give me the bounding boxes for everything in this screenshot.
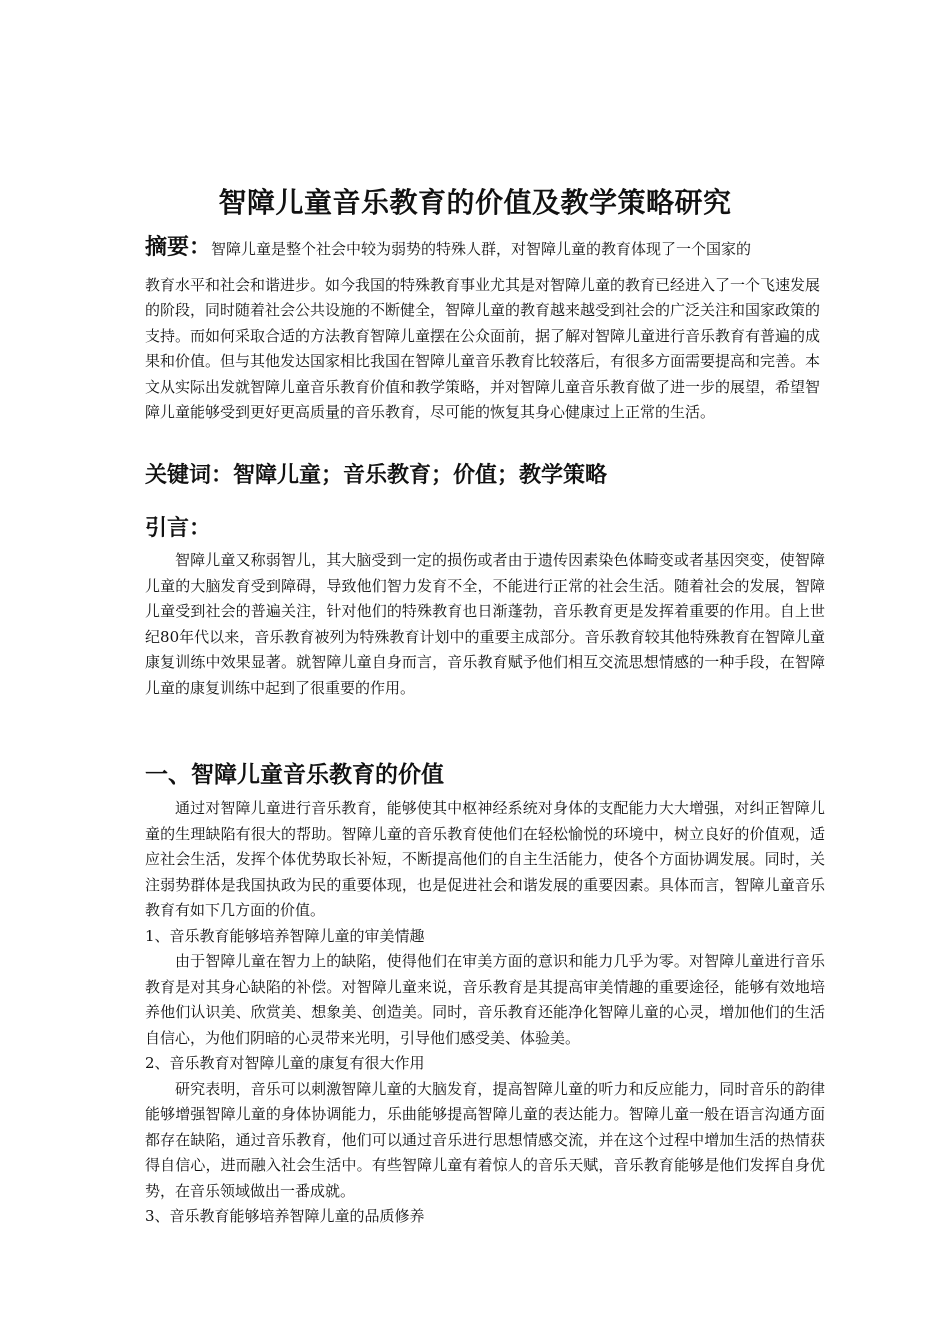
abstract-label: 摘要：: [145, 235, 212, 260]
intro-heading: 引言：: [145, 516, 212, 541]
subsection-2-heading: 2、音乐教育对智障儿童的康复有很大作用: [145, 1054, 425, 1072]
abstract: [145, 234, 820, 426]
section-1-heading: 一、智障儿童音乐教育的价值: [145, 762, 444, 788]
keywords: 关键词：智障儿童；音乐教育；价值；教学策略: [145, 463, 608, 488]
document-title: 智障儿童音乐教育的价值及教学策略研究: [218, 186, 732, 219]
abstract-text: 教育水平和社会和谐进步。如今我国的特殊教育事业尤其是对智障儿童的教育已经进入了一个飞速发展的阶段，同时随着社会公共设施的不断健全，智障儿童的教育越来越受到社会的广泛关注和国家政策的支持。而如何采取合适的方法教育智障儿童摆在公众面前，据了解对智障儿童进行音乐教育有普遍的成果和价值。但与其他发达国家相比我国在智障儿童音乐教育比较落后，有很多方面需要提高和完善。本文从实际出发就智障儿童音乐教育价值和教学策略，并对智障儿童音乐教育做了进一步的展望，希望智障儿童能够受到更好更高质量的音乐教育，尽可能的恢复其身心健康过上正常的生活。: [145, 275, 821, 421]
subsection-3-heading: 3、音乐教育能够培养智障儿童的品质修养: [145, 1207, 425, 1225]
section-1-intro: 通过对智障儿童进行音乐教育，能够使其中枢神经系统对身体的支配能力大大增强，对纠正智障儿童的生理缺陷有很大的帮助。智障儿童的音乐教育使他们在轻松愉悦的环境中，树立良好的价值观，适应社会生活，发挥个体优势取长补短，不断提高他们的自主生活能力，使各个方面协调发展。同时，关注弱势群体是我国执政为民的重要体现，也是促进社会和谐发展的重要因素。具体而言，智障儿童音乐教育有如下几方面的价值。: [145, 799, 825, 919]
intro-paragraph: 智障儿童又称弱智儿，其大脑受到一定的损伤或者由于遗传因素染色体畸变或者基因突变，使智障儿童的大脑发育受到障碍，导致他们智力发育不全，不能进行正常的社会生活。随着社会的发展，智障儿童受到社会的普遍关注，针对他们的特殊教育也日渐蓬勃，音乐教育更是发挥着重要的作用。自上世纪80年代以来，音乐教育被列为特殊教育计划中的重要主成部分。音乐教育较其他特殊教育在智障儿童康复训练中效果显著。就智障儿童自身而言，音乐教育赋予他们相互交流思想情感的一种手段，在智障儿童的康复训练中起到了很重要的作用。: [145, 551, 825, 697]
subsection-2-paragraph: 研究表明，音乐可以刺激智障儿童的大脑发育，提高智障儿童的听力和反应能力，同时音乐的韵律能够增强智障儿童的身体协调能力，乐曲能够提高智障儿童的表达能力。智障儿童一般在语言沟通方面都存在缺陷，通过音乐教育，他们可以通过音乐进行思想情感交流，并在这个过程中增加生活的热情获得自信心，进而融入社会生活中。有些智障儿童有着惊人的音乐天赋，音乐教育能够是他们发挥自身优势，在音乐领域做出一番成就。: [145, 1079, 825, 1200]
intro-body: [145, 548, 825, 701]
section-1-body: [145, 796, 825, 1230]
abstract-text-start: 智障儿童是整个社会中较为弱势的特殊人群，对智障儿童的教育体现了一个国家的: [211, 240, 752, 258]
subsection-1-paragraph: 由于智障儿童在智力上的缺陷，使得他们在审美方面的意识和能力几乎为零。对智障儿童进行音乐教育是对其身心缺陷的补偿。对智障儿童来说，音乐教育是其提高审美情趣的重要途径，能够有效地培养他们认识美、欣赏美、想象美、创造美。同时，音乐教育还能净化智障儿童的心灵，增加他们的生活自信心，为他们阴暗的心灵带来光明，引导他们感受美、体验美。: [145, 952, 825, 1047]
abstract-first-line: [145, 234, 820, 263]
subsection-1-heading: 1、音乐教育能够培养智障儿童的审美情趣: [145, 926, 425, 945]
